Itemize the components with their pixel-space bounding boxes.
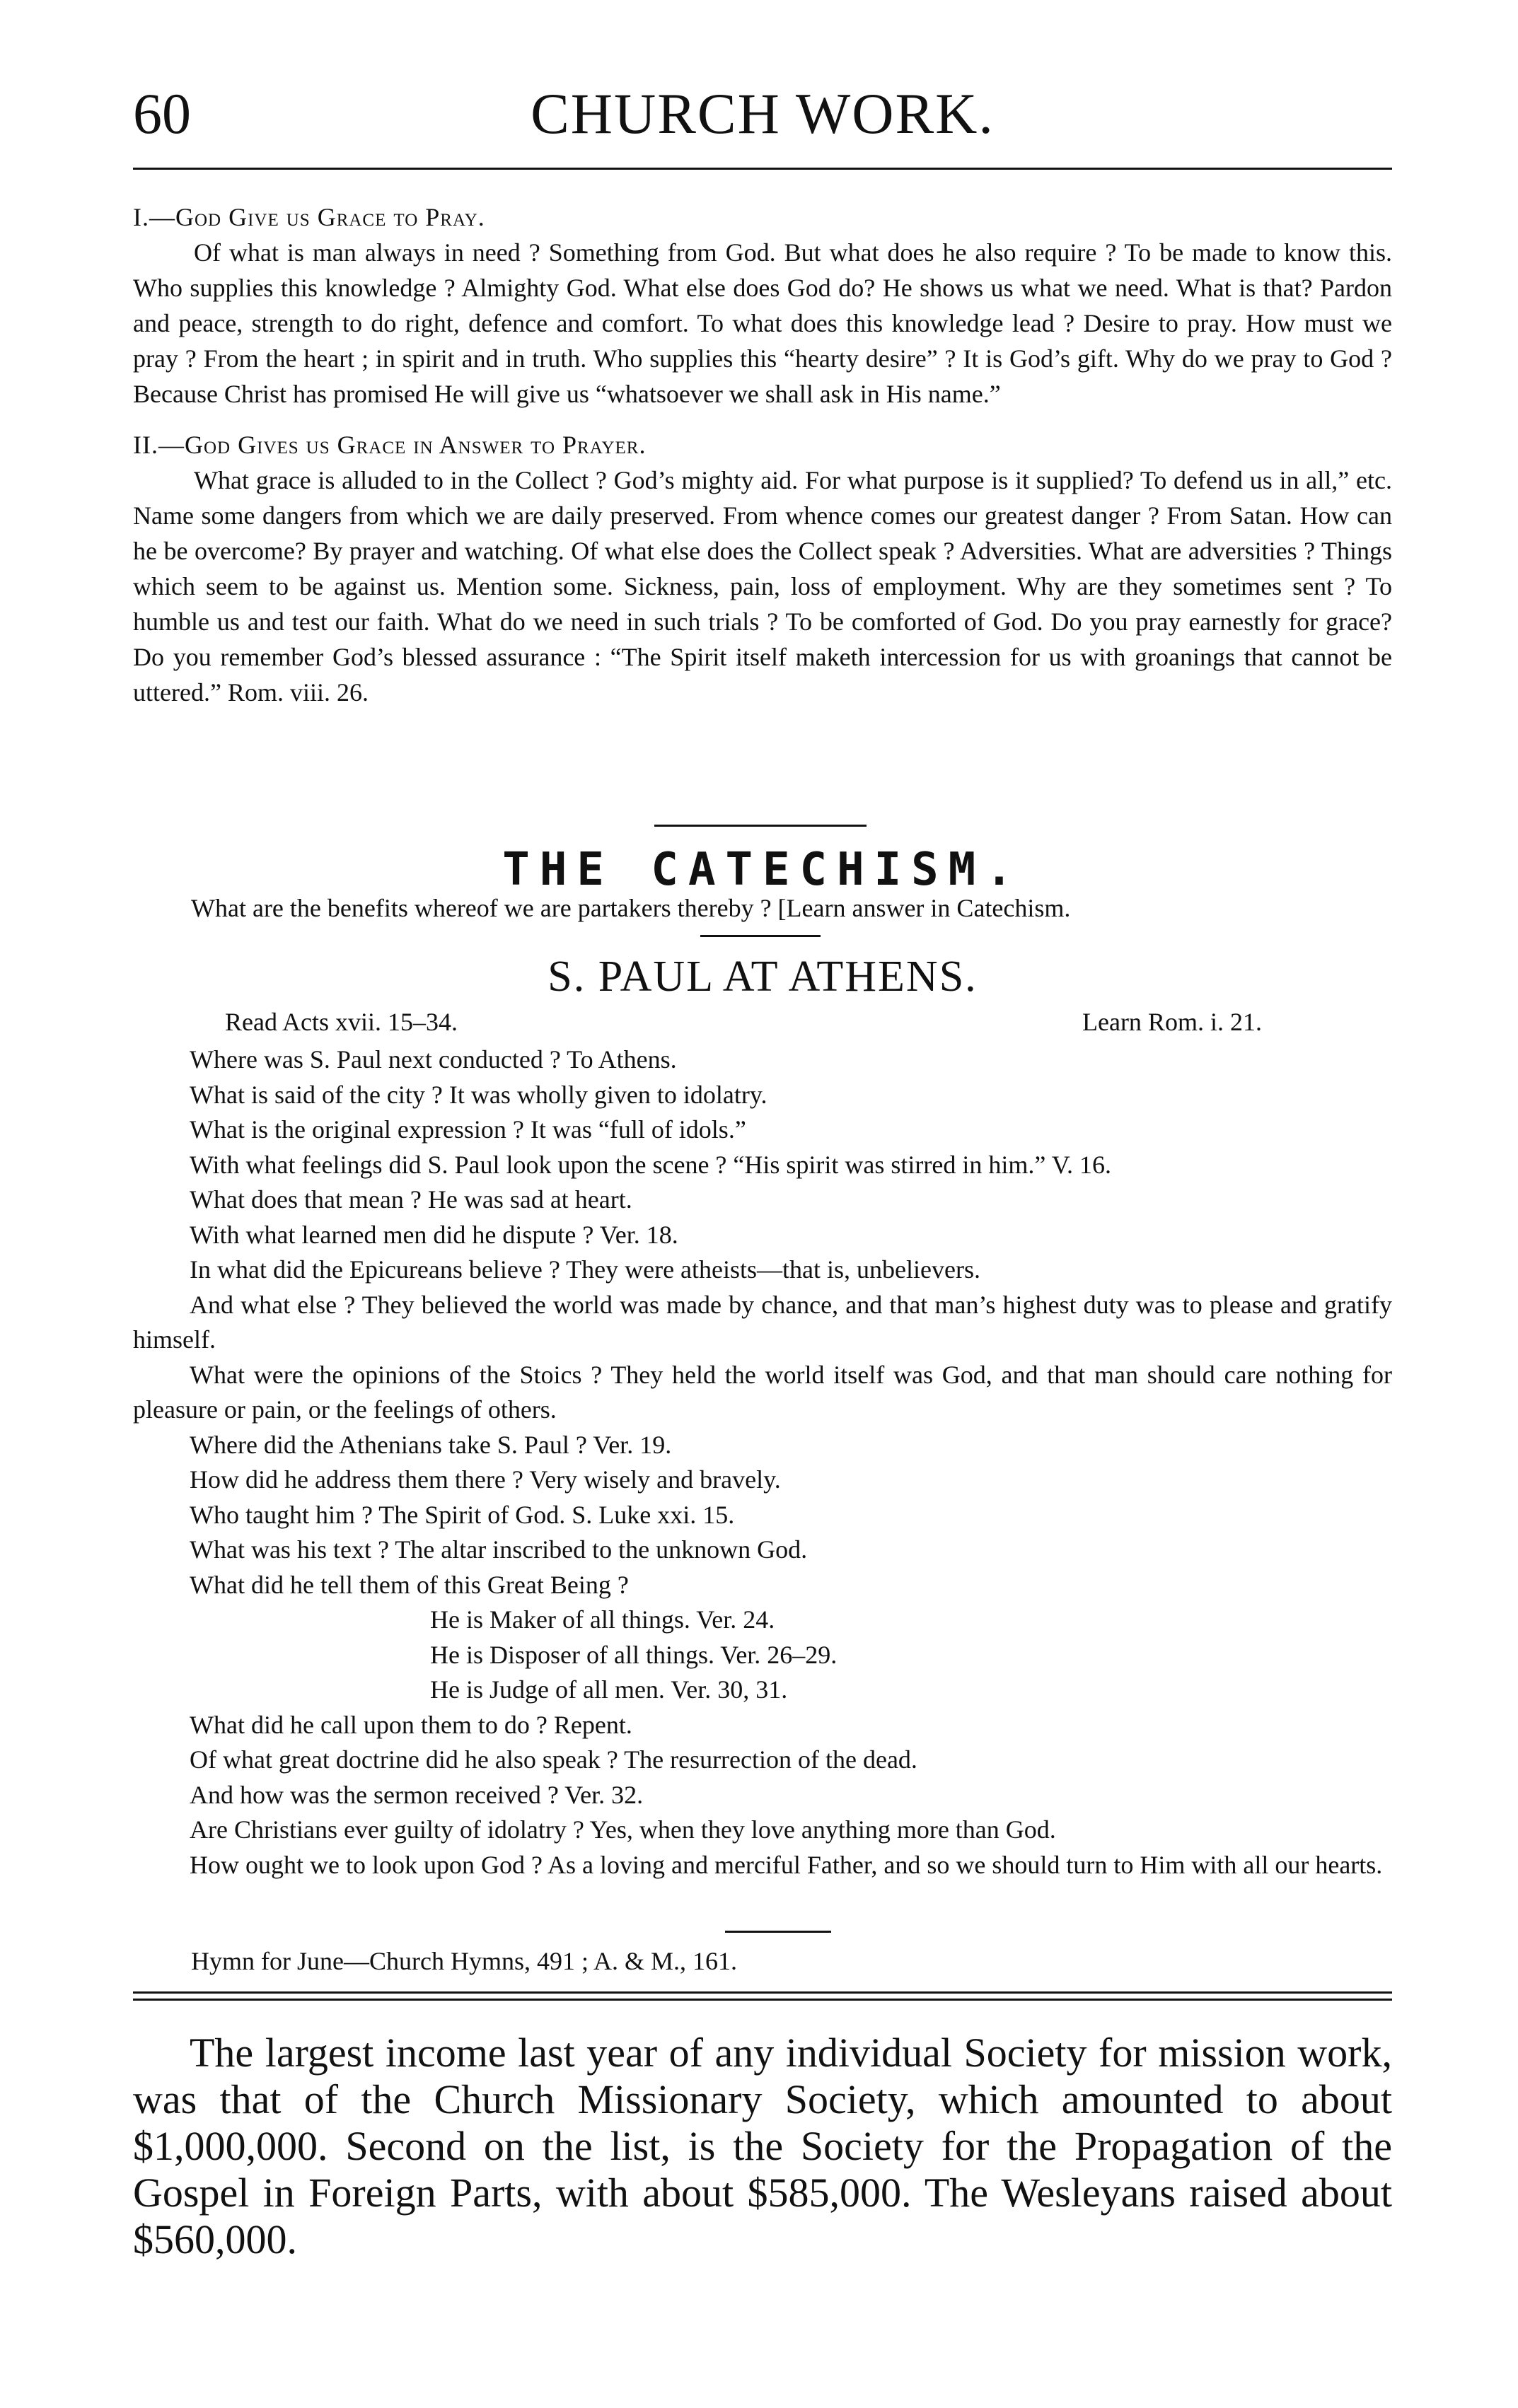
qa-line: What is the original expression ? It was “full of idols.” <box>190 1115 746 1144</box>
section-body: Of what is man always in need ? Something from God. But what does he also require ? To be made to know this. Who supplies this knowledge ? Almighty God. What else does God do? He shows us what we need. What is that? Pardon and peace, strength to do right, defence and comfort. To what does this knowledge lead ? Desire to pray. How must we pray ? From the heart ; in spirit and in truth. Who supplies this “hearty desire” ? It is God’s gift. Why do we pray to God ? Because Christ has promised He will give us “whatsoever we shall ask in His name.” <box>133 238 1392 408</box>
page-header <box>133 71 1392 156</box>
qa-line: Of what great doctrine did he also speak ? The resurrection of the dead. <box>190 1745 917 1774</box>
mission-notice <box>133 2030 1392 2263</box>
section-heading: II.—God Gives us Grace in Answer to Prayer. <box>133 431 647 459</box>
catechism-question: What are the benefits whereof we are partakers thereby ? [Learn answer in Catechism. <box>191 894 1071 922</box>
divider-short <box>700 935 821 937</box>
hymn-reference: Hymn for June—Church Hymns, 491 ; A. & M., 161. <box>191 1947 737 1975</box>
qa-line: With what feelings did S. Paul look upon the scene ? “His spirit was stirred in him.” V. 16. <box>190 1150 1112 1179</box>
qa-line: Where was S. Paul next conducted ? To Athens. <box>190 1045 677 1074</box>
double-rule-top <box>133 1991 1392 1994</box>
qa-line: Where did the Athenians take S. Paul ? Ver. 19. <box>190 1430 672 1459</box>
qa-line: How did he address them there ? Very wisely and bravely. <box>190 1465 781 1494</box>
double-rule-bottom <box>133 1999 1392 2001</box>
qa-line: Who taught him ? The Spirit of God. S. Luke xxi. 15. <box>190 1500 735 1529</box>
memory-reference: Learn Rom. i. 21. <box>1082 1008 1262 1036</box>
divider-short <box>654 825 867 827</box>
lesson-title: S. PAUL AT ATHENS. <box>547 953 978 1001</box>
qa-line: What did he call upon them to do ? Repent. <box>190 1710 632 1739</box>
qa-line: What is said of the city ? It was wholly given to idolatry. <box>190 1080 767 1109</box>
qa-line: How ought we to look upon God ? As a loving and merciful Father, and so we should turn to Him with all our hearts. <box>190 1850 1383 1879</box>
attribute-line: He is Maker of all things. Ver. 24. <box>430 1605 775 1634</box>
qa-line: What does that mean ? He was sad at heart. <box>190 1185 632 1214</box>
collect-lesson <box>133 199 1392 710</box>
attribute-line: He is Judge of all men. Ver. 30, 31. <box>430 1675 788 1704</box>
qa-line: What were the opinions of the Stoics ? They held the world itself was God, and that man should care nothing for pleasure or pain, or the feelings of others. <box>133 1360 1392 1424</box>
section-body: What grace is alluded to in the Collect ? God’s mighty aid. For what purpose is it supplied? To defend us in all,” etc. Name some dangers from which we are daily preserved. From whence comes our greatest danger ? From Satan. How can he be overcome? By prayer and watching. Of what else does the Collect speak ? Adversities. What are adversities ? Things which seem to be against us. Mention some. Sickness, pain, loss of employment. Why are they sometimes sent ? To humble us and test our faith. What do we need in such trials ? To be comforted of God. Do you pray earnestly for grace? Do you remember God’s blessed assurance : “The Spirit itself maketh intercession for us with groanings that cannot be uttered.” Rom. viii. 26. <box>133 466 1392 706</box>
qa-line: In what did the Epicureans believe ? They were atheists—that is, unbelievers. <box>190 1255 980 1284</box>
catechism-title: THE CATECHISM. <box>502 844 1023 896</box>
qa-line: What was his text ? The altar inscribed to the unknown God. <box>190 1535 808 1564</box>
divider-short <box>725 1931 831 1933</box>
qa-line: And how was the sermon received ? Ver. 32. <box>190 1780 644 1809</box>
header-rule <box>133 168 1392 170</box>
qa-line: And what else ? They believed the world was made by chance, and that man’s highest duty was to please and gratify himself. <box>133 1290 1392 1354</box>
notice-paragraph: The largest income last year of any individual Society for mission work, was that of the Church Missionary Society, which amounted to about $1,000,000. Second on the list, is the Society for the Propagation of the Gospel in Foreign Parts, with about $585,000. The Wesleyans raised about $560,000. <box>133 2030 1392 2262</box>
qa-line: Are Christians ever guilty of idolatry ? Yes, when they love anything more than God. <box>190 1815 1056 1844</box>
page-number: 60 <box>133 81 191 146</box>
section-heading: I.—God Give us Grace to Pray. <box>133 203 485 231</box>
qa-line: What did he tell them of this Great Being ? <box>190 1570 629 1599</box>
qa-line: With what learned men did he dispute ? Ver. 18. <box>190 1220 678 1249</box>
question-answer-list <box>133 1042 1392 1883</box>
attribute-line: He is Disposer of all things. Ver. 26–29. <box>430 1640 838 1669</box>
reading-reference: Read Acts xvii. 15–34. <box>225 1008 458 1036</box>
running-title: CHURCH WORK. <box>531 81 995 146</box>
